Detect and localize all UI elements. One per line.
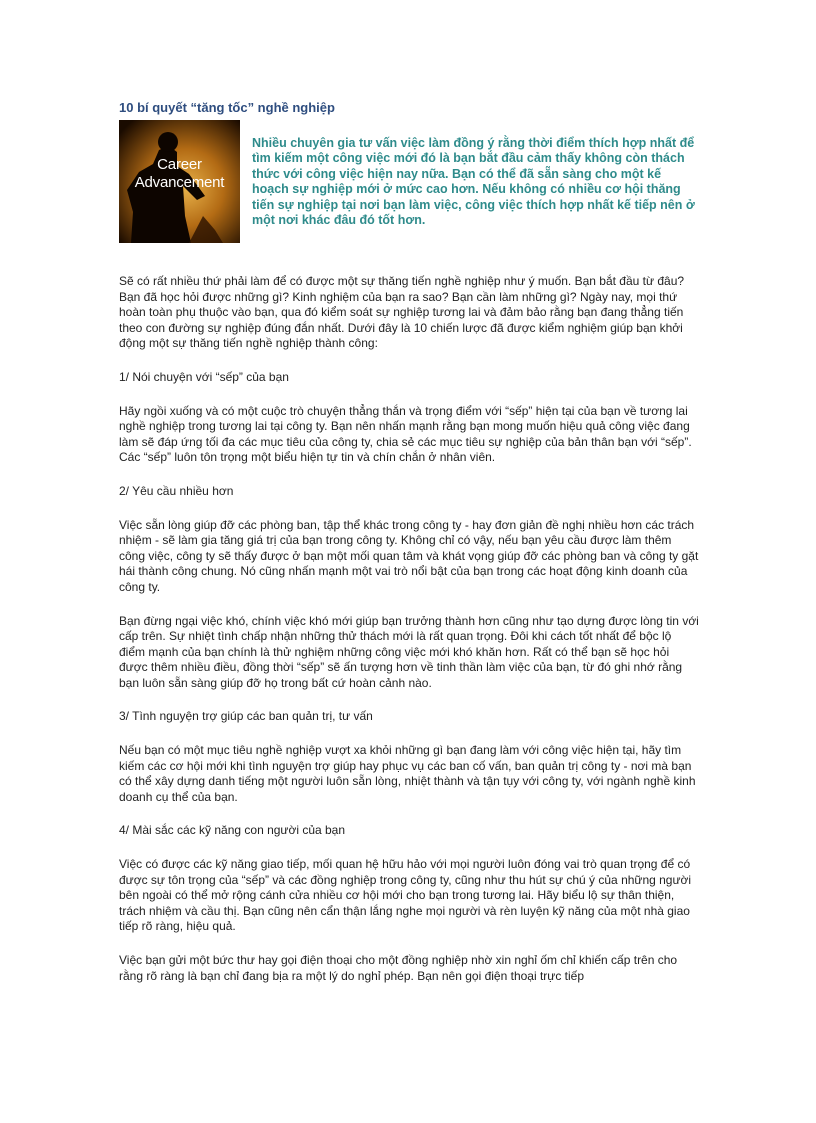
section-heading: 1/ Nói chuyện với “sếp” của bạn: [119, 369, 289, 384]
section-heading: 4/ Mài sắc các kỹ năng con người của bạn: [119, 823, 346, 838]
section-paragraph: Việc sẵn lòng giúp đỡ các phòng ban, tập thể khác trong công ty - hay đơn giản đề nghị nhiều hơn các trách nhiệm - sẽ làm gia tăng giá trị của bạn trong công ty. Không chỉ có vậy, nếu bạn yêu cầu được làm thêm công việc, công ty sẽ thấy được ở bạn một mối quan tâm và khát vọng giúp đỡ các phòng ban và công ty gặt hái thành công chung. Nó cũng nhấn mạnh một vai trò nổi bật của bạn trong các hoạt động kinh doanh của công ty.: [119, 517, 699, 594]
article-body: [119, 274, 699, 984]
image-caption-line1: Career: [157, 156, 202, 173]
section-heading: 2/ Yêu cầu nhiều hơn: [119, 483, 234, 498]
section-paragraph: Việc bạn gửi một bức thư hay gọi điện thoại cho một đồng nghiệp nhờ xin nghỉ ốm chỉ khiến cấp trên cho rằng rõ ràng là bạn chỉ đang bịa ra một lý do nghỉ phép. Bạn nên gọi điện thoại trực tiếp: [119, 953, 678, 983]
section-paragraph: Nếu bạn có một mục tiêu nghề nghiệp vượt xa khỏi những gì bạn đang làm với công việc hiện tại, hãy tìm kiếm các cơ hội mới khi tình nguyện trợ giúp hay phục vụ các ban cố vấn, ban quản trị công ty - nơi mà bạn có thể xây dựng danh tiếng một người luôn sẵn lòng, nhiệt thành và tận tụy với công ty, với ngành nghề kinh doanh cụ thể của bạn.: [119, 743, 696, 804]
lead-section: [119, 120, 699, 243]
intro-paragraph: Sẽ có rất nhiều thứ phải làm để có được một sự thăng tiến nghề nghiệp như ý muốn. Bạn bắt đầu từ đâu? Bạn đã học hỏi được những gì? Kinh nghiệm của bạn ra sao? Bạn cần làm những gì? Ngày nay, mọi thứ hoàn toàn phụ thuộc vào bạn, qua đó kiểm soát sự nghiệp tương lai và đảm bảo rằng bạn đang thẳng tiến theo con đường sự nghiệp đúng đắn nhất. Dưới đây là 10 chiến lược đã được kiểm nghiệm giúp bạn khởi động một sự thăng tiến nghề nghiệp thành công:: [119, 274, 685, 351]
career-advancement-image: [119, 120, 240, 243]
section-paragraph: Việc có được các kỹ năng giao tiếp, mối quan hệ hữu hảo với mọi người luôn đóng vai trò quan trọng để có được sự tôn trọng của “sếp” và các đồng nghiệp trong công ty, cũng như thu hút sự chú ý của những người bên ngoài có thể mở rộng cánh cửa nhiều cơ hội mới cho bạn trong tương lai. Hãy biểu lộ sự thân thiện, trách nhiệm và cầu thị. Bạn cũng nên cẩn thận lắng nghe mọi người và rèn luyện kỹ năng của một nhà giao tiếp rõ ràng, hiệu quả.: [119, 857, 692, 934]
section-heading: 3/ Tình nguyện trợ giúp các ban quản trị, tư vấn: [119, 709, 373, 724]
section-paragraph: Bạn đừng ngại việc khó, chính việc khó mới giúp bạn trưởng thành hơn cũng như tạo dựng được lòng tin với cấp trên. Sự nhiệt tình chấp nhận những thử thách mới là rất quan trọng. Đôi khi cách tốt nhất để bộc lộ điểm mạnh của bạn chính là thử nghiệm những công việc mới khó khăn hơn. Rất có thể bạn sẽ học hỏi được thêm nhiều điều, đồng thời “sếp” sẽ ấn tượng hơn về tinh thần làm việc của bạn, từ đó ghi nhớ rằng bạn luôn sẵn sàng giúp đỡ họ trong bất cứ hoàn cảnh nào.: [119, 613, 699, 690]
document-page: [119, 100, 699, 1002]
section-paragraph: Hãy ngồi xuống và có một cuộc trò chuyện thẳng thắn và trọng điểm với “sếp” hiện tại của bạn về tương lai nghề nghiệp trong tương lai tại công ty. Bạn nên nhấn mạnh rằng bạn mong muốn hiệu quả công việc đang làm sẽ đáp ứng tối đa các mục tiêu của công ty, chia sẻ các mục tiêu sự nghiệp của bản thân bạn với “sếp”. Các “sếp” luôn tôn trọng một biểu hiện tự tin và chín chắn ở nhân viên.: [119, 403, 692, 465]
lead-paragraph: Nhiều chuyên gia tư vấn việc làm đồng ý rằng thời điểm thích hợp nhất để tìm kiếm một công việc mới đó là bạn bắt đầu cảm thấy không còn thách thức với công việc hiện nay nữa. Bạn có thể đã sẵn sàng cho một kế hoạch sự nghiệp mới ở mức cao hơn. Nếu không có nhiều cơ hội thăng tiến sự nghiệp tại nơi bạn làm việc, công việc thích hợp nhất kế tiếp nên ở một nơi khác đâu đó tốt hơn.: [252, 136, 695, 228]
image-caption-line2: Advancement: [134, 174, 225, 191]
article-title: 10 bí quyết “tăng tốc” nghề nghiệp: [119, 100, 335, 115]
